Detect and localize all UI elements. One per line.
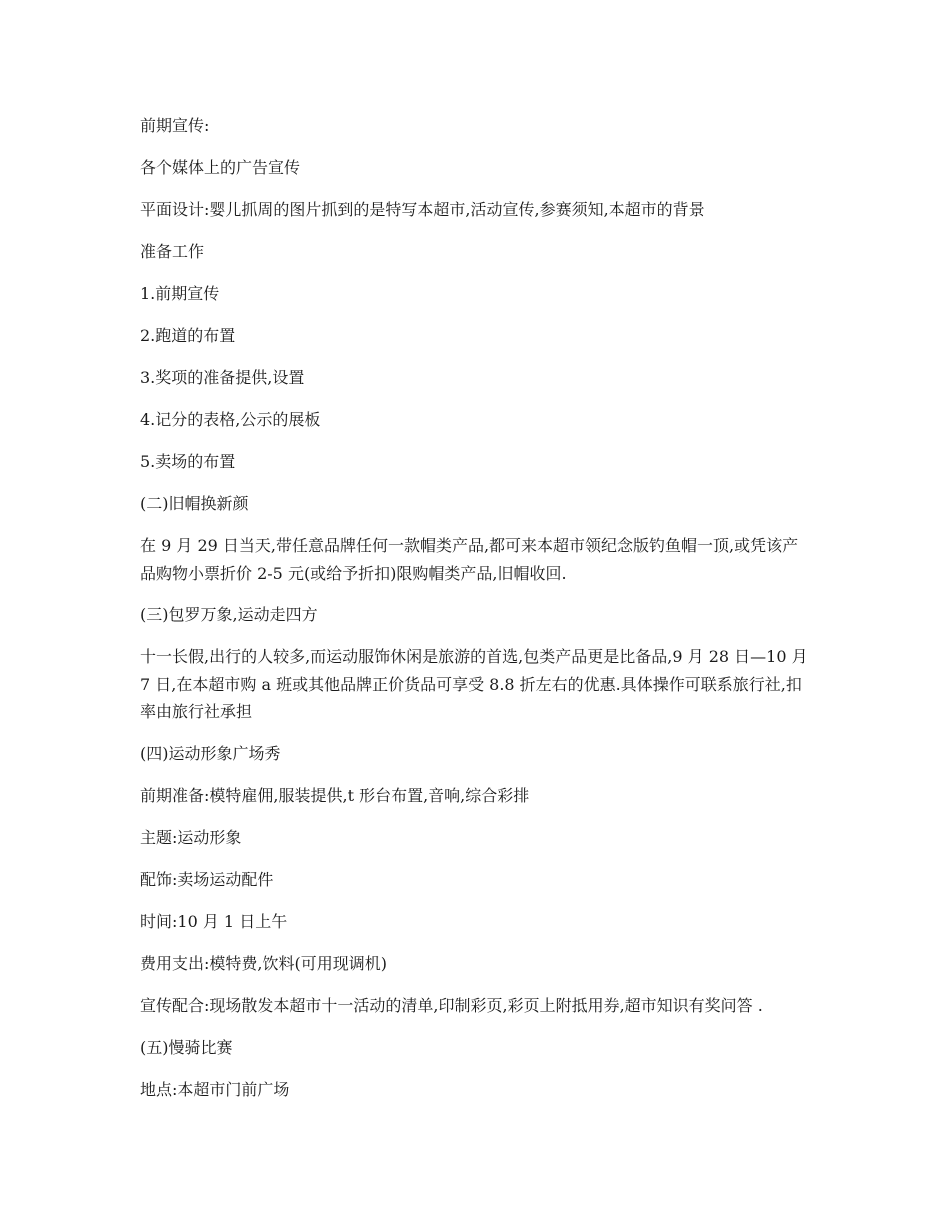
list-item-5: 5.卖场的布置 bbox=[140, 452, 236, 471]
paragraph-media-ads: 各个媒体上的广告宣传 bbox=[140, 158, 301, 177]
list-item-2: 2.跑道的布置 bbox=[140, 326, 236, 345]
list-item-4: 4.记分的表格,公示的展板 bbox=[140, 410, 321, 429]
paragraph-location: 地点:本超市门前广场 bbox=[140, 1079, 290, 1099]
paragraph-time: 时间:10 月 1 日上午 bbox=[140, 911, 288, 931]
section-heading-4: (四)运动形象广场秀 bbox=[140, 743, 281, 763]
paragraph-hat-exchange: 在 9 月 29 日当天,带任意品牌任何一款帽类产品,都可来本超市领纪念版钓鱼帽一顶,或凭该产品购物小票折价 2-5 元(或给予折扣)限购帽类产品,旧帽收回. bbox=[140, 536, 799, 583]
paragraph-accessories: 配饰:卖场运动配件 bbox=[140, 869, 274, 889]
list-item-3: 3.奖项的准备提供,设置 bbox=[140, 368, 305, 387]
document-body bbox=[140, 112, 810, 1118]
paragraph-theme: 主题:运动形象 bbox=[140, 827, 242, 847]
paragraph-promotion: 宣传配合:现场散发本超市十一活动的清单,印制彩页,彩页上附抵用券,超市知识有奖问答 . bbox=[140, 995, 763, 1015]
paragraph-holiday-offer: 十一长假,出行的人较多,而运动服饰休闲是旅游的首选,包类产品更是比备品,9 月 28 日—10 月 7 日,在本超市购 a 班或其他品牌正价货品可享受 8.8 折左右的优惠.具体操作可联系旅行社,扣率由旅行社承担 bbox=[140, 647, 808, 721]
section-heading-2: (二)旧帽换新颜 bbox=[140, 494, 249, 513]
section-heading-3: (三)包罗万象,运动走四方 bbox=[140, 605, 318, 624]
paragraph-show-preparation: 前期准备:模特雇佣,服装提供,t 形台布置,音响,综合彩排 bbox=[140, 785, 530, 805]
paragraph-expenses: 费用支出:模特费,饮料(可用现调机) bbox=[140, 953, 387, 973]
list-item-1: 1.前期宣传 bbox=[140, 284, 220, 303]
paragraph-heading-publicity: 前期宣传: bbox=[140, 116, 210, 135]
paragraph-graphic-design: 平面设计:婴儿抓周的图片抓到的是特写本超市,活动宣传,参赛须知,本超市的背景 bbox=[140, 200, 705, 219]
paragraph-heading-preparation: 准备工作 bbox=[140, 242, 205, 261]
section-heading-5: (五)慢骑比赛 bbox=[140, 1037, 233, 1057]
